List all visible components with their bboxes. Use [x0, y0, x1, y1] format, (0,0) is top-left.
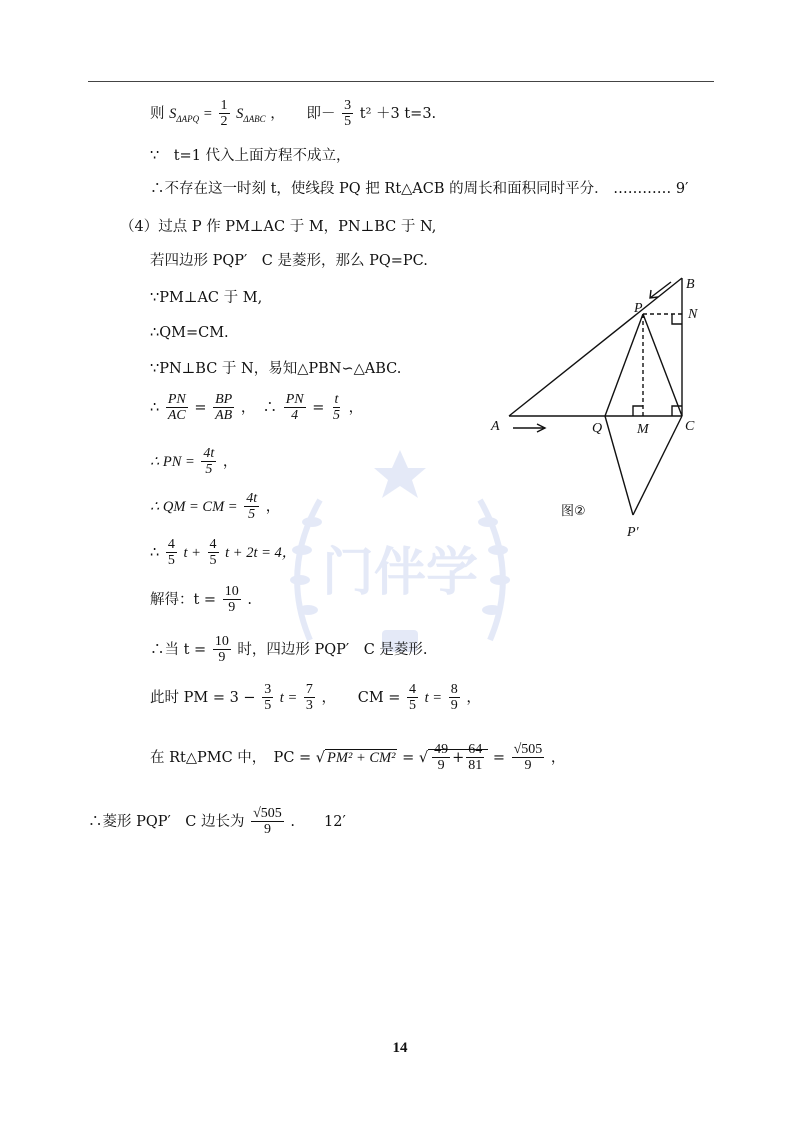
- text: ，: [466, 689, 481, 706]
- text: t =: [424, 689, 443, 706]
- text: . 12′: [290, 813, 346, 830]
- equals: =: [492, 749, 505, 766]
- label-P-prime: P′: [627, 525, 639, 540]
- denominator: AC: [167, 408, 186, 424]
- text: 在 Rt△PMC 中， PC =: [150, 749, 312, 766]
- fraction: [213, 634, 231, 666]
- line-17: [88, 806, 346, 838]
- denominator: 9: [437, 758, 445, 774]
- line-1: [150, 98, 436, 130]
- equals: =: [203, 105, 212, 122]
- fraction: [166, 537, 177, 569]
- line-6: ∵PM⊥AC 于 M,: [150, 290, 263, 306]
- line-12: [150, 537, 296, 569]
- text: t² ＋3 t=3.: [359, 105, 437, 122]
- equals: =: [194, 399, 207, 416]
- fraction: [284, 392, 306, 424]
- fraction: [342, 98, 353, 130]
- text: 解得：t =: [150, 591, 217, 608]
- numerator: PN: [285, 392, 304, 407]
- text: ，: [348, 399, 364, 416]
- text: ， CM =: [321, 689, 401, 706]
- plus: +: [452, 749, 465, 766]
- line-10: [150, 446, 237, 478]
- fraction: [219, 98, 230, 130]
- text: ，: [222, 453, 238, 470]
- label-A: A: [491, 419, 500, 434]
- numerator: 49: [434, 742, 449, 757]
- numerator: 3: [344, 98, 352, 113]
- text: ∴: [150, 399, 160, 416]
- line-9: [150, 392, 363, 424]
- math-sub: ΔABC: [243, 113, 266, 124]
- denominator: 4: [291, 408, 299, 424]
- label-Q: Q: [592, 421, 603, 436]
- text: ， ∴: [240, 399, 278, 416]
- fraction: [166, 392, 188, 424]
- line-16: [150, 742, 565, 774]
- denominator: 2: [220, 114, 228, 130]
- fraction: [331, 392, 342, 424]
- watermark-text: 门伴学: [321, 543, 479, 603]
- denominator: AB: [215, 408, 233, 424]
- label-P: P: [634, 301, 643, 316]
- line-11: [150, 491, 280, 523]
- fraction: [251, 806, 284, 838]
- fraction: [213, 392, 234, 424]
- fraction: [201, 446, 216, 478]
- numerator: PN: [167, 392, 186, 407]
- square-root: √ PM² + CM²: [315, 749, 396, 766]
- denominator: 9: [450, 698, 458, 714]
- denominator: 5: [167, 553, 175, 569]
- numerator: √505: [253, 806, 282, 821]
- page-number: 14: [392, 1040, 408, 1056]
- line-4: （4）过点 P 作 PM⊥AC 于 M，PN⊥BC 于 N,: [120, 219, 437, 235]
- text: ∴: [150, 544, 160, 561]
- score-mark: ………… 9′: [613, 181, 689, 197]
- line-13: [150, 584, 252, 616]
- segment-PQ: [605, 314, 643, 416]
- fraction: [449, 682, 460, 714]
- label-N: N: [688, 307, 698, 322]
- fraction: [244, 491, 259, 523]
- line-2: ∵ t=1 代入上面方程不成立，: [150, 148, 351, 164]
- numerator: 10: [224, 584, 239, 599]
- header-rule: [88, 81, 714, 82]
- line-7: ∴QM=CM.: [150, 325, 229, 341]
- fraction: [262, 682, 273, 714]
- math-sub: ΔAPQ: [176, 113, 200, 124]
- text: ∴ PN =: [150, 453, 195, 470]
- denominator: 5: [248, 507, 256, 523]
- denominator: 5: [332, 408, 340, 424]
- right-angle-mark-N: [672, 314, 682, 324]
- denominator: 5: [409, 698, 417, 714]
- fraction: [208, 537, 219, 569]
- numerator: 4t: [246, 491, 258, 506]
- text: t + 2t = 4，: [225, 544, 297, 561]
- label-M: M: [637, 422, 649, 437]
- line-8: ∵PN⊥BC 于 N，易知△PBN∽△ABC.: [150, 361, 402, 377]
- figure-caption: 图②: [561, 504, 586, 519]
- numerator: 64: [468, 742, 483, 757]
- segment-PC: [643, 314, 682, 416]
- label-B: B: [686, 277, 695, 292]
- denominator: 5: [264, 698, 272, 714]
- numerator: 4: [409, 682, 417, 697]
- text: t +: [183, 544, 201, 561]
- equals: =: [402, 749, 415, 766]
- denominator: 9: [228, 600, 236, 616]
- text: 此时 PM = 3 −: [150, 689, 256, 706]
- numerator: 10: [214, 634, 229, 649]
- fraction: [223, 584, 241, 616]
- fraction: [407, 682, 418, 714]
- numerator: 1: [220, 98, 228, 113]
- fraction: [512, 742, 545, 774]
- denominator: 5: [205, 462, 213, 478]
- denominator: 9: [263, 822, 271, 838]
- radicand: PM² + CM²: [327, 749, 396, 766]
- fraction: [432, 742, 450, 774]
- text: 时，四边形 PQP′ C 是菱形.: [237, 641, 428, 658]
- text: ，: [265, 498, 281, 515]
- numerator: 4t: [203, 446, 215, 461]
- line-14: [150, 634, 428, 666]
- numerator: 4: [209, 537, 217, 552]
- denominator: 5: [344, 114, 352, 130]
- numerator: √505: [513, 742, 543, 757]
- fraction: [466, 742, 484, 774]
- text: ∴当 t =: [150, 641, 207, 658]
- label-C: C: [685, 419, 695, 434]
- numerator: 8: [450, 682, 458, 697]
- text: ，: [550, 749, 566, 766]
- denominator: 3: [305, 698, 313, 714]
- text: ， 即－: [270, 105, 336, 122]
- line-5: 若四边形 PQP′ C 是菱形，那么 PQ=PC.: [150, 253, 428, 269]
- numerator: 4: [167, 537, 175, 552]
- text: ∴ QM = CM =: [150, 498, 238, 515]
- text: 则: [150, 105, 165, 122]
- denominator: 9: [218, 650, 226, 666]
- fraction: [304, 682, 315, 714]
- text: .: [247, 591, 252, 608]
- line-3: [150, 182, 688, 197]
- math-S: S: [236, 105, 244, 122]
- square-root: √ $\frac{49}{9}$ + $\frac{64}{81}$: [419, 742, 488, 774]
- text: ∴不存在这一时刻 t，使线段 PQ 把 Rt△ACB 的周长和面积同时平分．: [150, 181, 609, 197]
- denominator: 9: [524, 758, 532, 774]
- text: ∴菱形 PQP′ C 边长为: [88, 813, 245, 830]
- right-angle-mark-M: [633, 406, 643, 416]
- equals: =: [312, 399, 325, 416]
- denominator: 81: [468, 758, 483, 774]
- numerator: 7: [305, 682, 313, 697]
- line-15: [150, 682, 481, 714]
- numerator: t: [334, 392, 339, 407]
- math-S: S: [169, 105, 177, 122]
- numerator: 3: [264, 682, 272, 697]
- text: t =: [279, 689, 298, 706]
- segment-QP2: [605, 416, 633, 515]
- numerator: BP: [215, 392, 233, 407]
- geometry-figure: [485, 270, 715, 545]
- denominator: 5: [209, 553, 217, 569]
